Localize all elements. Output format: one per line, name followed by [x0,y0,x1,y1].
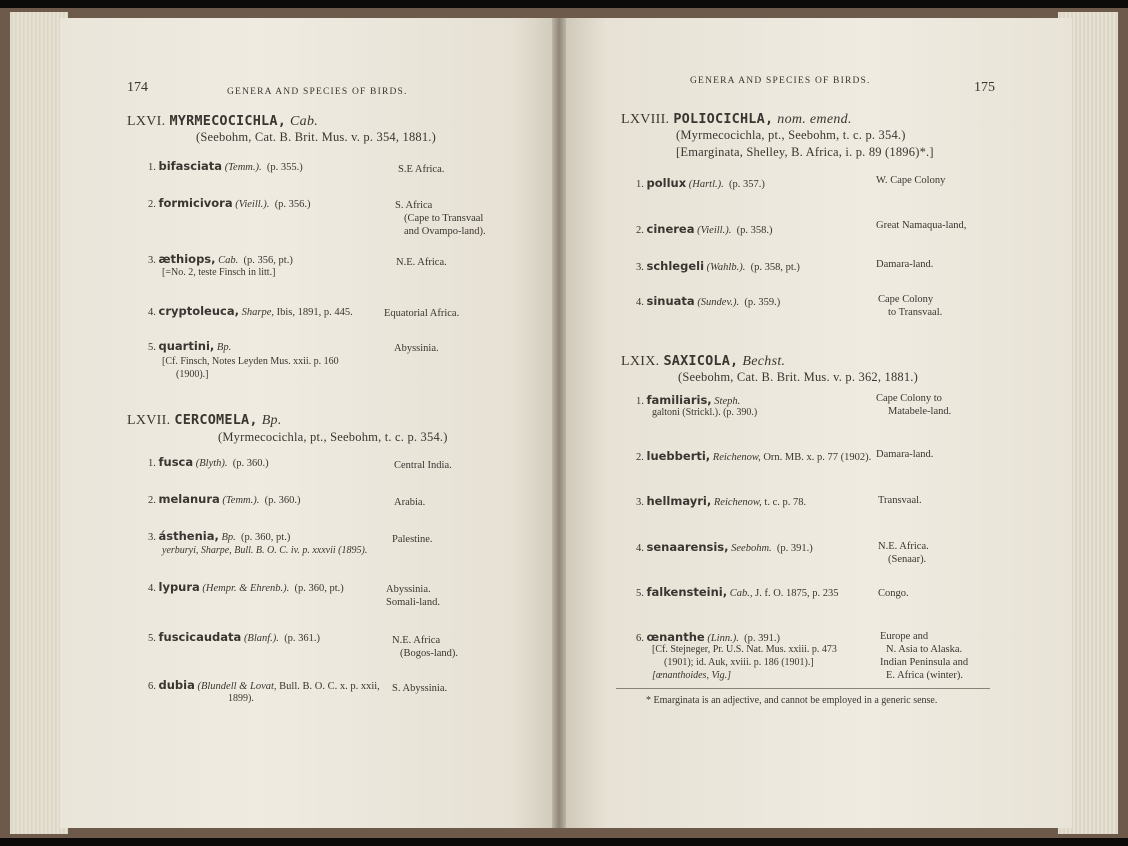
species-locality: N.E. Africa (Bogos-land). [392,635,459,659]
species-note: [=No. 2, teste Finsch in litt.] [162,267,276,278]
species-entry: 2. formicivora (Vieill.). (p. 356.) [148,196,311,210]
species-entry: 4. lypura (Hempr. & Ehrenb.). (p. 360, pt.) [148,580,344,594]
species-entry: 1. bifasciata (Temm.). (p. 355.) [148,159,303,173]
species-locality: N.E. Africa. [396,257,447,268]
species-entry: 3. æthiops, Cab. (p. 356, pt.) [148,252,293,266]
species-entry: 3. hellmayri, Reichenow, t. c. p. 78. [636,494,807,508]
species-locality: Cape Colony to Matabele-land. [876,393,952,417]
species-entry: 3. ásthenia, Bp. (p. 360, pt.) [148,529,291,543]
species-entry: 2. melanura (Temm.). (p. 360.) [148,492,301,506]
species-locality: Palestine. [392,534,433,545]
section-heading: LXVII. CERCOMELA, Bp. [127,412,282,428]
species-locality: Arabia. [394,497,426,508]
species-note: galtoni (Strickl.). (p. 390.) [652,407,758,418]
species-entry: 4. senaarensis, Seebohm. (p. 391.) [636,540,813,554]
section-heading: LXIX. SAXICOLA, Bechst. [621,353,786,369]
species-locality: Equatorial Africa. [384,308,460,319]
species-entry: 1. pollux (Hartl.). (p. 357.) [636,176,765,190]
species-entry: 3. schlegeli (Wahlb.). (p. 358, pt.) [636,259,800,273]
section-reference-2: [Emarginata, Shelley, B. Africa, i. p. 89 (1896)*.] [676,145,934,159]
species-locality: N.E. Africa. (Senaar). [878,541,929,565]
section-reference: (Myrmecocichla, pt., Seebohm, t. c. p. 354.) [218,430,448,444]
species-locality: Transvaal. [878,495,922,506]
species-locality: Abyssinia. [394,343,439,354]
section-reference: (Seebohm, Cat. B. Brit. Mus. v. p. 362, 1881.) [678,370,918,384]
species-entry: 4. sinuata (Sundev.). (p. 359.) [636,294,781,308]
section-reference: (Myrmecocichla, pt., Seebohm, t. c. p. 354.) [676,128,906,142]
species-entry: 4. cryptoleuca, Sharpe, Ibis, 1891, p. 445. [148,304,353,318]
species-locality: W. Cape Colony [876,175,946,186]
running-head-left: GENERA AND SPECIES OF BIRDS. [227,87,408,97]
footnote: * Emarginata is an adjective, and cannot be employed in a generic sense. [646,695,938,706]
species-note: [Cf. Finsch, Notes Leyden Mus. xxii. p. 160 (1900).] [162,356,339,380]
species-locality: S.E Africa. [398,164,445,175]
running-head-right: GENERA AND SPECIES OF BIRDS. [690,76,871,86]
species-locality: Damara-land. [876,259,934,270]
species-entry: 5. fuscicaudata (Blanf.). (p. 361.) [148,630,321,644]
species-locality: S. Abyssinia. [392,683,448,694]
species-note: [Cf. Stejneger, Pr. U.S. Nat. Mus. xxiii. p. 473 (1901); id. Auk, xviii. p. 186 (1901).] [œnanthoides, Vig.] [652,644,837,681]
footnote-rule [616,688,990,689]
page-number-right: 175 [974,80,995,95]
species-note: 1899). [228,693,254,704]
species-locality: S. Africa (Cape to Transvaal and Ovampo-land). [395,200,486,237]
species-entry: 5. falkensteini, Cab., J. f. O. 1875, p. 235 [636,585,839,599]
species-entry: 6. dubia (Blundell & Lovat, Bull. B. O. C. x. p. xxii, [148,678,380,692]
species-entry: 5. quartini, Bp. [148,339,232,353]
species-locality: Cape Colony to Transvaal. [878,294,943,318]
species-locality: Central India. [394,460,452,471]
section-reference: (Seebohm, Cat. B. Brit. Mus. v. p. 354, 1881.) [196,130,436,144]
species-entry: 1. familiaris, Steph. [636,393,741,407]
species-locality: Great Namaqua-land, [876,220,967,231]
section-heading: LXVI. MYRMECOCICHLA, Cab. [127,113,319,129]
book-gutter [552,18,566,828]
species-entry: 6. œnanthe (Linn.). (p. 391.) [636,630,780,644]
species-locality: Congo. [878,588,909,599]
page-number-left: 174 [127,80,148,95]
species-entry: 2. luebberti, Reichenow, Orn. MB. x. p. 77 (1902). [636,449,872,463]
species-note: yerburyi, Sharpe, Bull. B. O. C. iv. p. xxxvii (1895). [162,545,368,556]
species-entry: 1. fusca (Blyth). (p. 360.) [148,455,269,469]
species-locality: Abyssinia. Somali-land. [386,584,440,608]
species-locality: Damara-land. [876,449,934,460]
section-heading: LXVIII. POLIOCICHLA, nom. emend. [621,111,852,127]
species-locality: Europe and N. Asia to Alaska. Indian Peninsula and E. Africa (winter). [880,631,969,681]
species-entry: 2. cinerea (Vieill.). (p. 358.) [636,222,773,236]
